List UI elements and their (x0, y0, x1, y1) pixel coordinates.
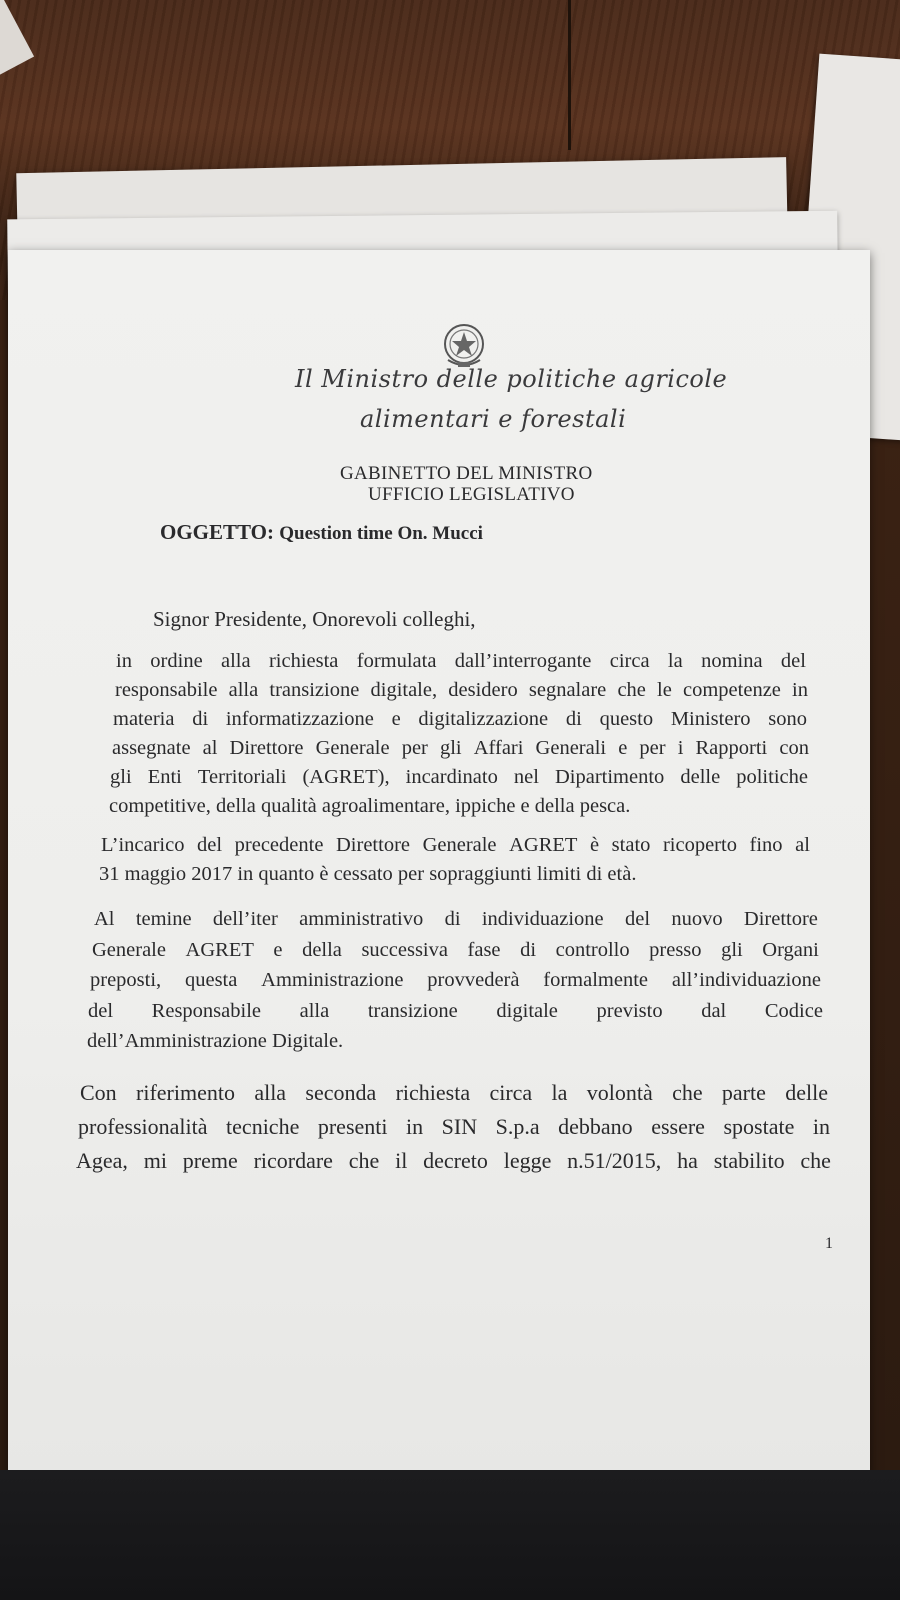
word: in (406, 1114, 424, 1139)
paragraph-2-line (99, 863, 636, 886)
word: Generale (92, 939, 166, 961)
word: richiesta (395, 1080, 471, 1105)
word: le (657, 679, 672, 701)
word: assegnate (112, 737, 191, 759)
word: e (273, 939, 283, 961)
paragraph-1-line (110, 766, 808, 789)
word: dall’interrogante (454, 650, 592, 672)
paragraph-3-line (87, 1030, 343, 1053)
word: alla (254, 1080, 287, 1105)
line-text: competitive, della qualità agroalimentare, ippiche e della pesca. (109, 795, 631, 817)
word: responsabile (115, 679, 218, 701)
word: digitale, (370, 679, 438, 701)
office-line-legislative: UFFICIO LEGISLATIVO (368, 484, 575, 505)
word: nel (513, 766, 539, 788)
word: questo (599, 708, 654, 730)
word: professionalità (78, 1114, 208, 1139)
paragraph-4-line (78, 1114, 830, 1140)
paragraph-1-line (109, 795, 630, 818)
word: mi (143, 1148, 167, 1173)
word: delle (680, 766, 721, 788)
paragraph-4-line (80, 1080, 828, 1106)
word: digitalizzazione (418, 708, 549, 730)
word: nomina (701, 650, 763, 672)
paragraph-1-line (115, 679, 808, 702)
word: spostate (723, 1114, 795, 1139)
line-text: 31 maggio 2017 in quanto è cessato per sopraggiunti limiti di età. (99, 863, 637, 885)
word: che (348, 1148, 380, 1173)
office-line-cabinet: GABINETTO DEL MINISTRO (340, 463, 593, 484)
word: Al (94, 908, 115, 930)
paragraph-3-line (88, 1000, 823, 1023)
word: all’individuazione (671, 969, 821, 991)
word: Responsabile (151, 1000, 261, 1022)
word: fino (749, 834, 783, 856)
word: AGRET (509, 834, 578, 856)
word: Codice (764, 1000, 823, 1022)
paragraph-3-line (90, 969, 821, 992)
word: alla (299, 1000, 330, 1022)
word: del (197, 834, 223, 856)
word: desidero (448, 679, 518, 701)
word: ricordare (253, 1148, 333, 1173)
word: previsto (596, 1000, 663, 1022)
word: al (202, 737, 218, 759)
paragraph-3-line (92, 939, 819, 962)
word: successiva (361, 939, 448, 961)
word: per (639, 737, 666, 759)
word: Rapporti (695, 737, 768, 759)
word: presenti (317, 1114, 388, 1139)
word: della (302, 939, 342, 961)
paragraph-1-line (116, 650, 806, 673)
word: al (795, 834, 810, 856)
word: formulata (356, 650, 437, 672)
word: del (88, 1000, 114, 1022)
word: in (116, 650, 132, 672)
word: Territoriali (197, 766, 287, 788)
word: seconda (305, 1080, 377, 1105)
word: circa (609, 650, 650, 672)
word: Agea, (76, 1148, 128, 1173)
word: con (779, 737, 809, 759)
word: Ministero (670, 708, 751, 730)
word: è (590, 834, 600, 856)
paragraph-3-line (94, 908, 818, 931)
word: volontà (586, 1080, 653, 1105)
word: nuovo (671, 908, 723, 930)
word: presso (649, 939, 702, 961)
word: e (618, 737, 628, 759)
word: delle (785, 1080, 828, 1105)
paragraph-1-line (113, 708, 807, 731)
word: del (780, 650, 806, 672)
word: essere (651, 1114, 705, 1139)
word: parte (721, 1080, 766, 1105)
page-number: 1 (825, 1235, 833, 1252)
word: Enti (147, 766, 182, 788)
word: alla (221, 650, 251, 672)
word: di (192, 708, 209, 730)
paragraph-1-line (112, 737, 809, 760)
table-seam (568, 0, 571, 150)
word: transizione (269, 679, 360, 701)
dark-foreground (0, 1470, 900, 1600)
word: Dipartimento (554, 766, 665, 788)
word: fase (467, 939, 501, 961)
ministry-name-line-1: Il Ministro delle politiche agricole (295, 365, 728, 393)
word: ricoperto (662, 834, 737, 856)
word: informatizzazione (225, 708, 374, 730)
word: debbano (558, 1114, 633, 1139)
word: Direttore (229, 737, 304, 759)
word: che (800, 1148, 831, 1173)
subject-line (160, 520, 483, 545)
word: questa (184, 969, 238, 991)
word: stato (611, 834, 651, 856)
word: il (395, 1148, 408, 1173)
word: ha (677, 1148, 698, 1173)
word: e (391, 708, 401, 730)
word: segnalare (528, 679, 607, 701)
word: provvederà (427, 969, 520, 991)
word: Con (80, 1080, 117, 1105)
word: controllo (555, 939, 630, 961)
word: per (401, 737, 428, 759)
word: in (812, 1114, 830, 1139)
word: di (565, 708, 582, 730)
word: richiesta (268, 650, 339, 672)
paragraph-4-line (76, 1148, 831, 1174)
word: circa (489, 1080, 533, 1105)
word: Amministrazione (261, 969, 404, 991)
salutation: Signor Presidente, Onorevoli colleghi, (153, 607, 476, 631)
word: temine (135, 908, 192, 930)
paragraph-2-line (101, 834, 810, 857)
word: Affari (473, 737, 524, 759)
word: dal (701, 1000, 727, 1022)
word: precedente (234, 834, 324, 856)
word: n.51/2015, (567, 1148, 662, 1173)
word: di (444, 908, 461, 930)
word: gli (110, 766, 132, 788)
word: stabilito (713, 1148, 785, 1173)
line-text: dell’Amministrazione Digitale. (87, 1030, 344, 1052)
word: Direttore (743, 908, 818, 930)
word: SIN (441, 1114, 478, 1139)
word: transizione (367, 1000, 458, 1022)
word: amministrativo (299, 908, 424, 930)
word: incardinato (405, 766, 498, 788)
word: formalmente (543, 969, 649, 991)
word: la (551, 1080, 568, 1105)
word: gli (721, 939, 743, 961)
subject-text: Question time On. Mucci (279, 523, 483, 544)
word: politiche (736, 766, 808, 788)
word: in (792, 679, 808, 701)
word: Generale (315, 737, 390, 759)
word: Direttore (336, 834, 410, 856)
word: i (677, 737, 684, 759)
word: Generali (535, 737, 607, 759)
word: decreto (423, 1148, 488, 1173)
word: dell’iter (212, 908, 278, 930)
word: che (672, 1080, 703, 1105)
word: gli (439, 737, 462, 759)
ministry-name-line-2: alimentari e forestali (360, 405, 627, 433)
word: materia (113, 708, 175, 730)
word: preposti, (90, 969, 162, 991)
word: AGRET (185, 939, 254, 961)
word: ordine (150, 650, 203, 672)
word: preme (182, 1148, 238, 1173)
word: che (617, 679, 646, 701)
italian-republic-emblem-icon (440, 320, 488, 370)
word: di (520, 939, 537, 961)
word: competenze (683, 679, 781, 701)
word: la (667, 650, 683, 672)
word: S.p.a (495, 1114, 540, 1139)
word: Organi (762, 939, 819, 961)
word: alla (228, 679, 259, 701)
word: legge (503, 1148, 552, 1173)
word: sono (768, 708, 807, 730)
word: individuazione (481, 908, 604, 930)
subject-label: OGGETTO: (160, 520, 274, 544)
word: L’incarico (101, 834, 185, 856)
word: riferimento (136, 1080, 235, 1105)
word: (AGRET), (302, 766, 390, 788)
word: tecniche (226, 1114, 300, 1139)
word: del (624, 908, 651, 930)
word: digitale (496, 1000, 558, 1022)
word: Generale (422, 834, 497, 856)
